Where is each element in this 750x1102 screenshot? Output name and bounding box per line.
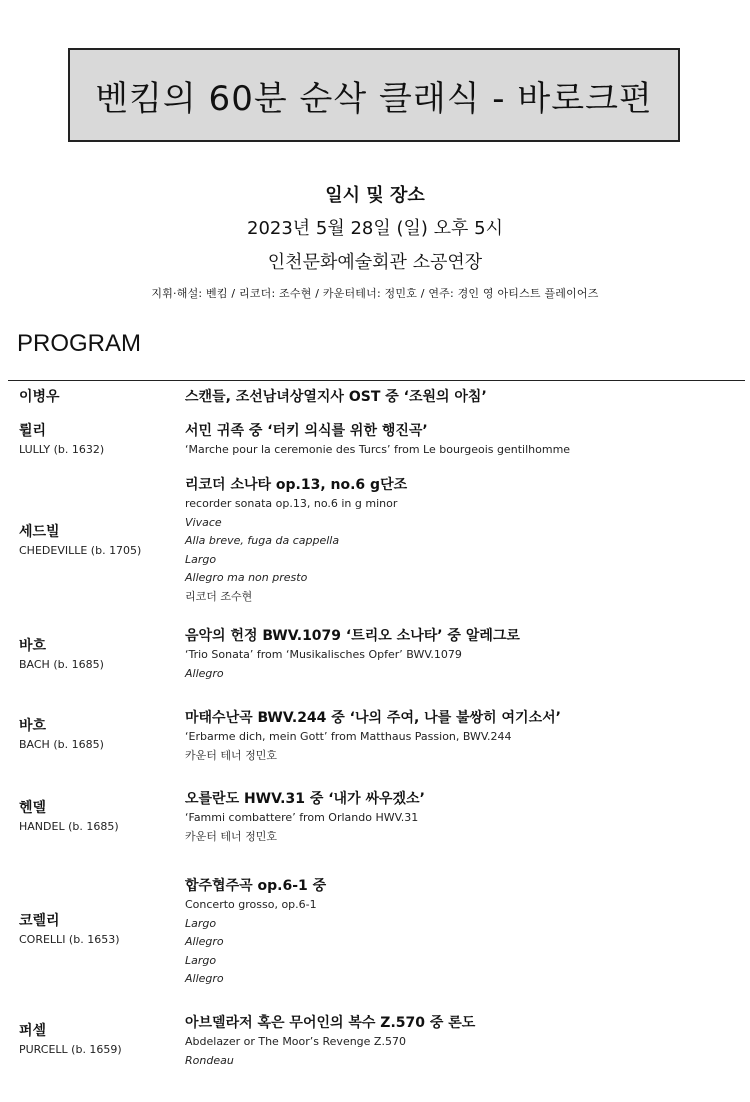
movement-line: Allegro	[185, 935, 224, 948]
composer-name-korean: 퍼셀	[19, 1023, 47, 1039]
composer-name-english: CHEDEVILLE (b. 1705)	[19, 544, 142, 557]
movement-line: Rondeau	[185, 1053, 234, 1067]
work-detail-line: ‘Erbarme dich, mein Gott’ from Matthaus Passion, BWV.244	[185, 730, 512, 743]
composer-name-korean: 세드빌	[19, 524, 60, 540]
composer-name-english: CORELLI (b. 1653)	[19, 933, 120, 946]
work-detail-line: ‘Fammi combattere’ from Orlando HWV.31	[185, 811, 419, 824]
divider-line	[8, 380, 745, 381]
movement-line: Allegro	[185, 666, 224, 680]
concert-datetime: 2023년 5월 28일 (일) 오후 5시	[247, 218, 503, 239]
work-detail-line: 카운터 테너 정민호	[185, 748, 278, 762]
composer	[19, 522, 141, 560]
movement-line: Allegro ma non presto	[185, 571, 308, 584]
work-detail-line: Concerto grosso, op.6-1	[185, 898, 317, 911]
info-heading: 일시 및 장소	[325, 185, 425, 206]
work-detail-line: recorder sonata op.13, no.6 in g minor	[185, 497, 398, 510]
composer-name-korean: 바흐	[19, 718, 47, 734]
composer	[19, 1021, 122, 1059]
work-detail-line: Abdelazer or The Moor’s Revenge Z.570	[185, 1035, 406, 1048]
movement-line: Largo	[185, 953, 217, 967]
work-title: 서민 귀족 중 ‘터키 의식를 위한 행진곡’	[185, 423, 428, 439]
composer-name-english: BACH (b. 1685)	[19, 738, 104, 751]
work-details	[185, 626, 520, 683]
composer	[19, 387, 60, 407]
work-title: 합주협주곡 op.6-1 중	[185, 878, 327, 894]
work-title: 아브델라저 혹은 무어인의 복수 Z.570 중 론도	[185, 1015, 476, 1031]
composer-name-korean: 바흐	[19, 638, 47, 654]
work-details	[185, 1013, 475, 1070]
work-detail-line: ‘Marche pour la ceremonie des Turcs’ from Le bourgeois gentilhomme	[185, 443, 571, 456]
work-details	[185, 708, 561, 765]
work-details	[185, 387, 487, 407]
composer-name-english: LULLY (b. 1632)	[19, 443, 105, 456]
work-title: 음악의 헌정 BWV.1079 ‘트리오 소나타’ 중 알레그로	[185, 628, 520, 644]
composer-name-english: BACH (b. 1685)	[19, 658, 104, 671]
composer-name-korean: 헨델	[19, 800, 47, 816]
composer	[19, 421, 104, 459]
movement-line: Vivace	[185, 515, 222, 529]
title-box	[68, 48, 680, 142]
concert-title: 벤킴의 60분 순삭 클래식 - 바로크편	[95, 78, 653, 119]
work-details	[185, 475, 407, 606]
concert-venue: 인천문화예술회관 소공연장	[267, 252, 483, 273]
movement-line: Largo	[185, 552, 217, 566]
work-detail-line: 리코더 조수현	[185, 589, 253, 603]
composer-name-korean: 이병우	[19, 389, 60, 405]
composer	[19, 911, 119, 949]
work-details	[185, 876, 326, 989]
composer-name-korean: 코렐리	[19, 913, 60, 929]
composer-name-korean: 륄리	[19, 423, 47, 439]
work-title: 오를란도 HWV.31 중 ‘내가 싸우겠소’	[185, 791, 425, 807]
program-heading: PROGRAM	[17, 330, 142, 357]
movement-line: Largo	[185, 916, 217, 930]
composer	[19, 798, 119, 836]
composer	[19, 636, 104, 674]
composer-name-english: HANDEL (b. 1685)	[19, 820, 119, 833]
movement-line: Alla breve, fuga da cappella	[185, 534, 340, 547]
work-title: 리코더 소나타 op.13, no.6 g단조	[185, 477, 408, 493]
work-detail-line: 카운터 테너 정민호	[185, 829, 278, 843]
work-detail-line: ‘Trio Sonata’ from ‘Musikalisches Opfer’ BWV.1079	[185, 648, 462, 661]
work-title: 스캔들, 조선남녀상열지사 OST 중 ‘조원의 아침’	[185, 389, 487, 405]
performer-credits: 지휘·해설: 벤킴 / 리코더: 조수현 / 카운터테너: 정민호 / 연주: 경인 영 아티스트 플레이어즈	[151, 287, 599, 300]
work-details	[185, 421, 570, 460]
work-title: 마태수난곡 BWV.244 중 ‘나의 주여, 나를 불쌍히 여기소서’	[185, 710, 561, 726]
movement-line: Allegro	[185, 972, 224, 985]
composer-name-english: PURCELL (b. 1659)	[19, 1043, 122, 1056]
work-details	[185, 789, 425, 846]
composer	[19, 716, 104, 754]
